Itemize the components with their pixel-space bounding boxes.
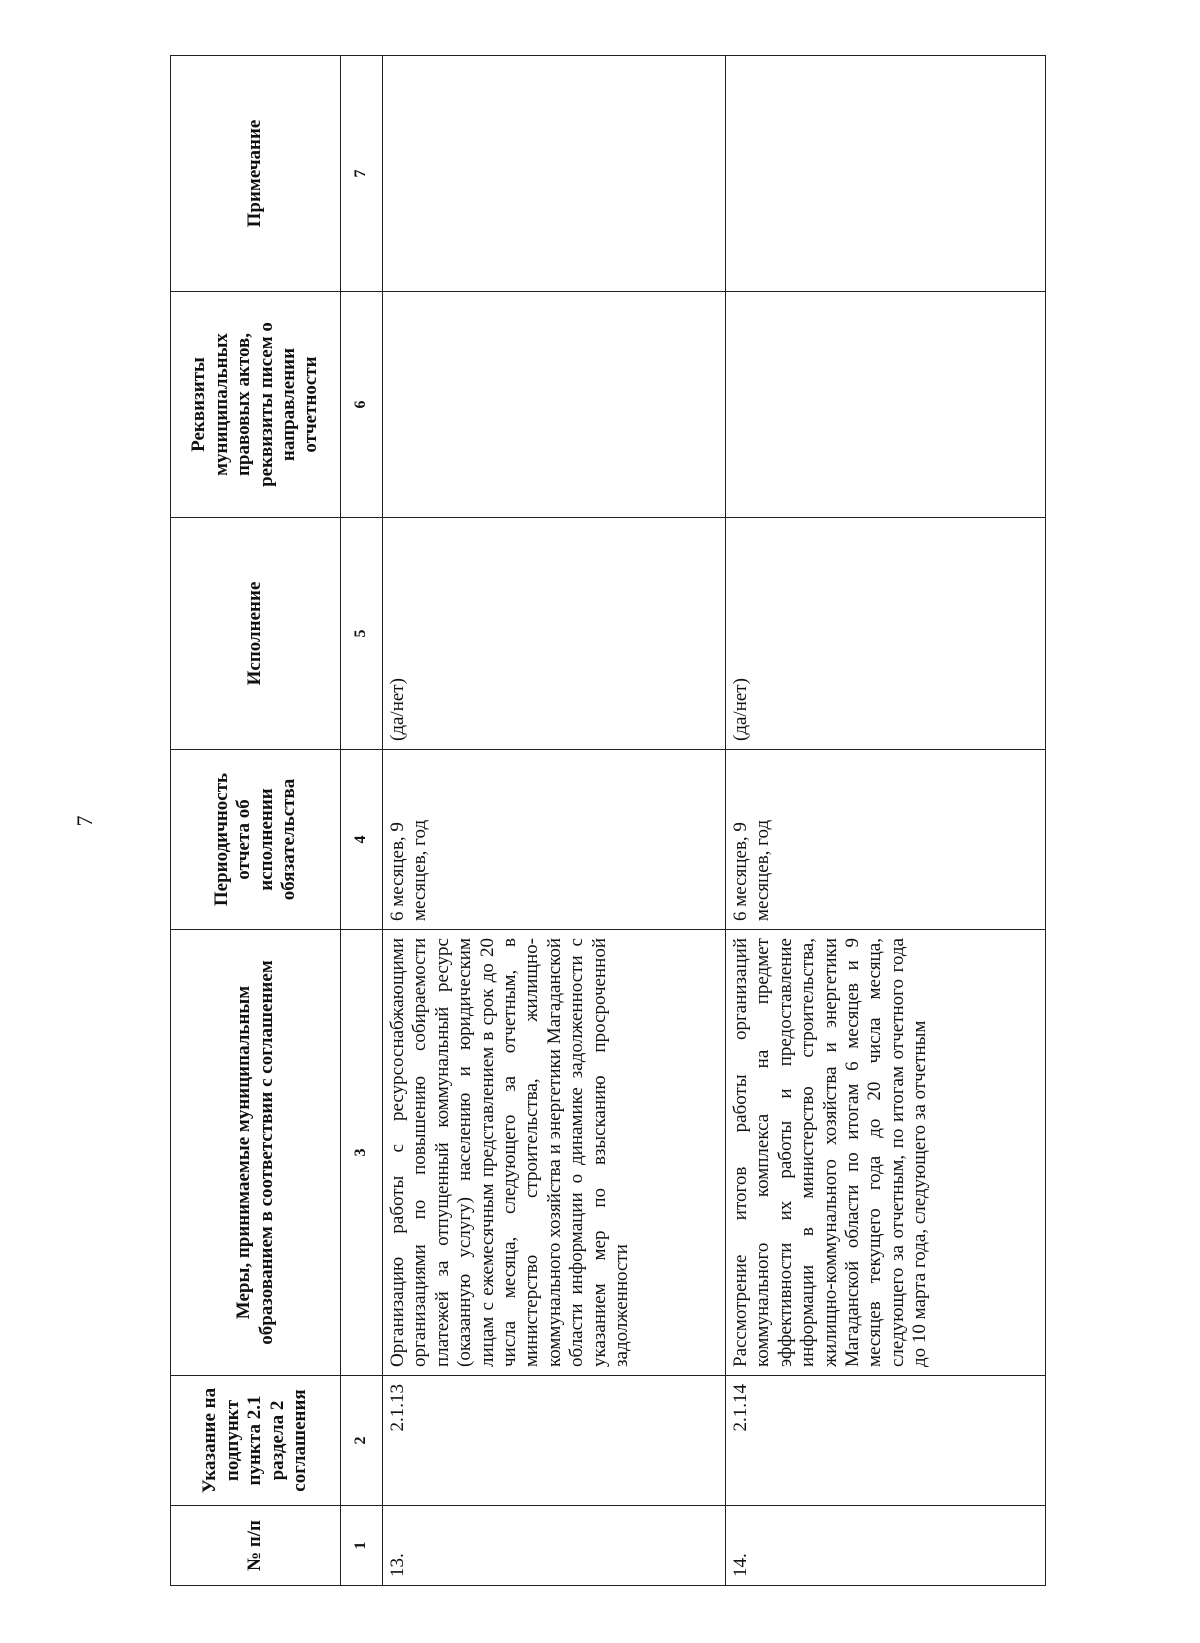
header-ref: Указание на подпункт пункта 2.1 раздела 2 соглашения [171, 1376, 341, 1506]
column-index: 1 [341, 1506, 383, 1586]
page-number: 7 [72, 815, 97, 827]
header-note: Примечание [171, 56, 341, 292]
header-measures: Меры, принимаемые муниципальным образованием в соответствии с соглашением [171, 930, 341, 1376]
row-measure: Организацию работы с ресурсоснабжающими организациями по повышению собираемости платежей за отпущенный коммунальный ресурс (оказанную услугу) населению и юридическим лицам с ежемесячным представлением в срок до 20 числа месяца, следующего за отчетным, в министерство строительства, жилищно-коммунального хозяйства и энергетики Магаданской области информации о динамике задолженности с указанием мер по взысканию просроченной задолженности [383, 930, 726, 1376]
row-details [726, 292, 1046, 518]
row-measure: Рассмотрение итогов работы организаций коммунального комплекса на предмет эффективности их работы и предоставление информации в министерство строительства, жилищно-коммунального хозяйства и энергетики Магаданской области по итогам 6 месяцев и 9 месяцев текущего года до 20 числа месяца, следующего за отчетным, по итогам отчетного года до 10 марта года, следующего за отчетным [726, 930, 1046, 1376]
header-num: № п/п [171, 1506, 341, 1586]
row-num: 13. [383, 1506, 726, 1586]
column-index: 6 [341, 292, 383, 518]
row-period: 6 месяцев, 9 месяцев, год [383, 750, 726, 930]
column-index: 2 [341, 1376, 383, 1506]
row-execution: (да/нет) [383, 518, 726, 750]
table-row [383, 56, 726, 1586]
row-num: 14. [726, 1506, 1046, 1586]
column-index: 3 [341, 930, 383, 1376]
rotated-table-container [170, 56, 1045, 1586]
column-index-row [341, 56, 383, 1586]
row-ref: 2.1.13 [383, 1376, 726, 1506]
header-execution: Исполнение [171, 518, 341, 750]
row-execution: (да/нет) [726, 518, 1046, 750]
header-details: Реквизиты муниципальных правовых актов, реквизиты писем о направлении отчетности [171, 292, 341, 518]
header-periodicity: Периодичность отчета об исполнении обязательства [171, 750, 341, 930]
table-header-row [171, 56, 341, 1586]
row-period: 6 месяцев, 9 месяцев, год [726, 750, 1046, 930]
row-note [383, 56, 726, 292]
column-index: 7 [341, 56, 383, 292]
row-details [383, 292, 726, 518]
table-row [726, 56, 1046, 1586]
column-index: 5 [341, 518, 383, 750]
row-ref: 2.1.14 [726, 1376, 1046, 1506]
column-index: 4 [341, 750, 383, 930]
row-note [726, 56, 1046, 292]
obligations-table [170, 55, 1046, 1586]
